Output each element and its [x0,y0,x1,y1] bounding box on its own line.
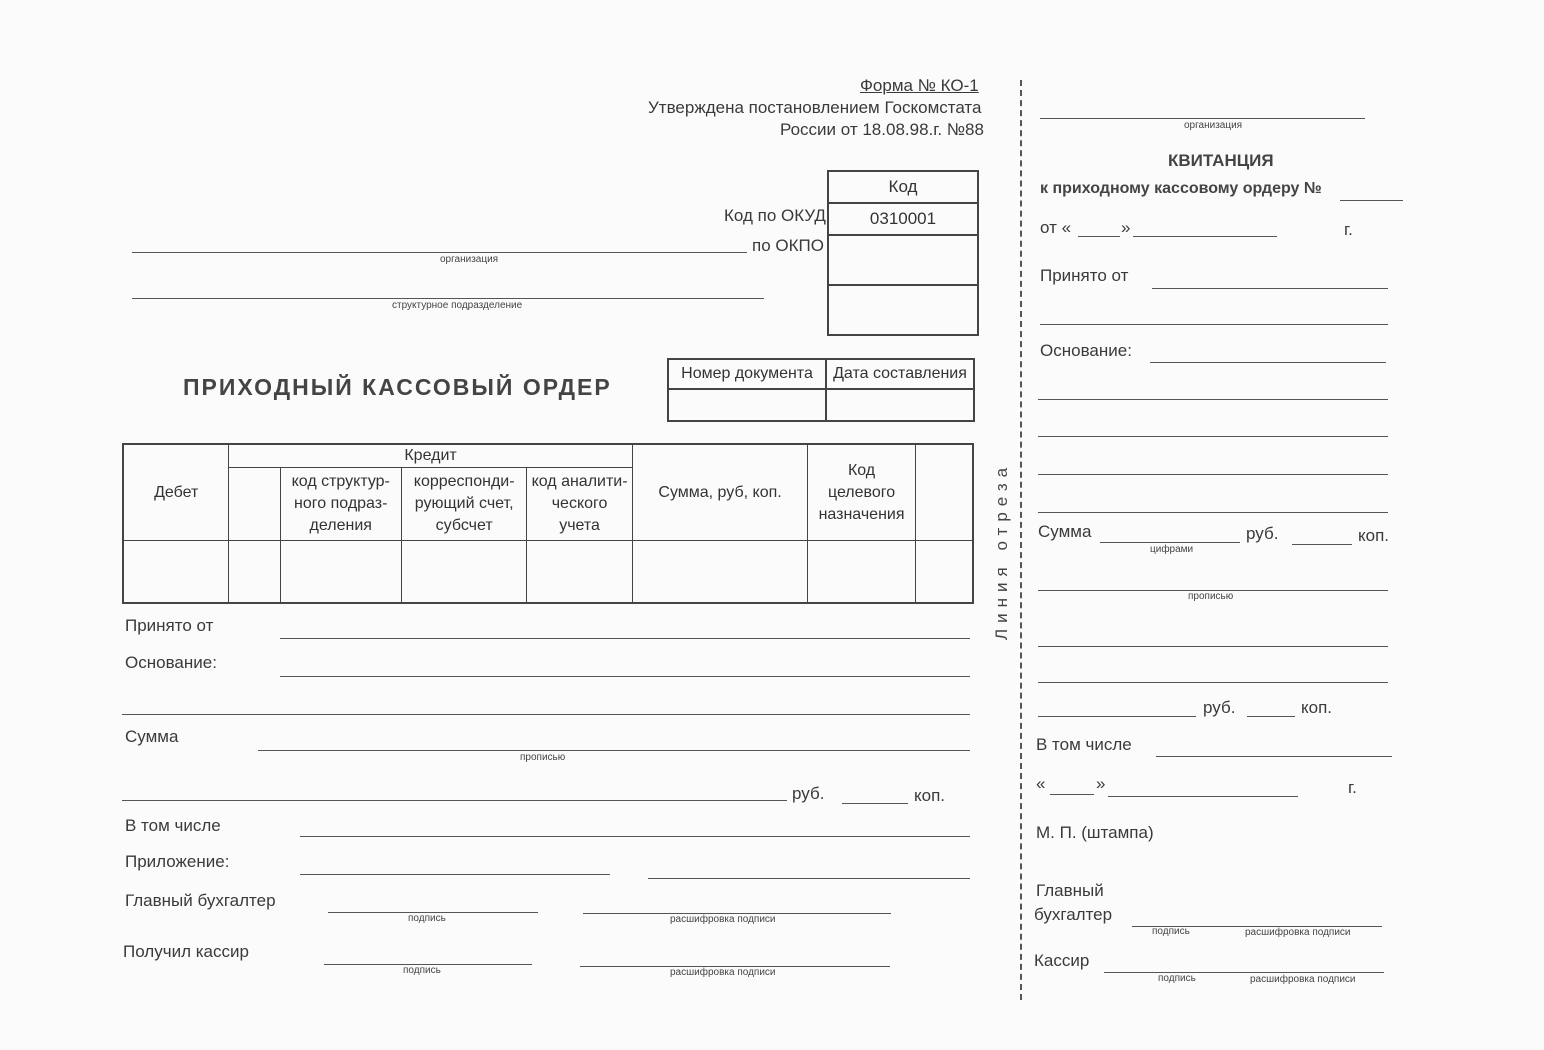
rub-label: руб. [792,784,825,803]
receipt-number-line[interactable] [1340,200,1403,201]
receipt-kop-line[interactable] [1292,544,1352,545]
receipt-received-label: Принято от [1040,266,1129,285]
sum-label: Сумма [125,727,179,746]
receipt-words-line-2[interactable] [1038,646,1388,647]
attachment-label: Приложение: [125,852,230,871]
receipt-year-label-2: г. [1348,778,1357,797]
receipt-basis-line-1[interactable] [1150,362,1386,363]
including-label: В том числе [125,816,221,835]
extra-cell[interactable] [915,541,973,603]
kop-label: коп. [914,786,946,805]
codes-table [827,170,979,336]
sum-header: Сумма, руб, коп. [632,444,808,541]
receipt-including-line[interactable] [1156,756,1392,757]
organization-line[interactable] [132,252,747,253]
cashier-signature-caption: подпись [403,965,441,976]
subdivision-line[interactable] [132,298,764,299]
receipt-cashier-decode-caption: расшифровка подписи [1250,974,1356,985]
doc-date-header: Дата составления [826,359,974,389]
sum-words-caption: прописью [520,752,566,763]
receipt-words-caption: прописью [1188,591,1234,602]
receipt-month-line-2[interactable] [1108,796,1298,797]
chief-signature-caption: подпись [408,913,446,924]
receipt-basis-label: Основание: [1040,341,1132,360]
account-header: корреспонди- рующий счет, субсчет [401,468,526,541]
receipt-date-close: » [1096,774,1106,793]
receipt-cashier-signature-caption: подпись [1158,973,1196,984]
receipt-received-line-2[interactable] [1040,324,1388,325]
purpose-header: Код целевого назначения [808,444,915,541]
receipt-day-line-2[interactable] [1050,794,1094,795]
order-title: ПРИХОДНЫЙ КАССОВЫЙ ОРДЕР [183,374,612,400]
receipt-year-label: г. [1344,220,1353,239]
subdivision-code-header: код структур- ного подраз- деления [280,468,401,541]
receipt-rub-label: руб. [1246,524,1279,543]
receipt-from-label: от « [1040,218,1072,237]
receipt-organization-line[interactable] [1040,118,1365,119]
receipt-subtitle: к приходному кассовому ордеру № [1040,180,1322,197]
doc-number-header: Номер документа [668,359,826,389]
receipt-chief-decode-caption: расшифровка подписи [1245,927,1351,938]
okud-value[interactable]: 0310001 [828,203,978,235]
attachment-line-2[interactable] [648,878,970,879]
code-empty[interactable] [828,285,978,335]
cut-line [1020,80,1022,1000]
receipt-words-line-3[interactable] [1038,682,1388,683]
chief-decode-caption: расшифровка подписи [670,914,776,925]
approval-line-2: России от 18.08.98.г. №88 [780,120,984,139]
doc-date-cell[interactable] [826,389,974,421]
receipt-including-label: В том числе [1036,735,1132,754]
receipt-chief-signature-caption: подпись [1152,926,1190,937]
receipt-month-line[interactable] [1133,236,1277,237]
accounting-table [122,443,974,604]
credit-blank-cell[interactable] [229,541,280,603]
account-cell[interactable] [401,541,526,603]
analytic-header: код аналити- ческого учета [527,468,632,541]
okud-label: Код по ОКУД [724,206,826,225]
including-line[interactable] [300,836,970,837]
okpo-value[interactable] [828,235,978,285]
receipt-cashier-label: Кассир [1034,951,1090,970]
organization-caption: организация [440,254,499,265]
receipt-digits-caption: цифрами [1150,544,1194,555]
subdivision-code-cell[interactable] [280,541,401,603]
receipt-received-line-1[interactable] [1152,288,1388,289]
receipt-rub-line-2[interactable] [1038,716,1196,717]
receipt-kop-label-2: коп. [1301,698,1333,717]
cut-line-label: Линия отреза [992,461,1011,640]
receipt-quote-close: » [1121,218,1131,237]
receipt-chief-label-2: бухгалтер [1034,905,1113,924]
receipt-sum-digits-line[interactable] [1100,542,1240,543]
receipt-kop-line-2[interactable] [1247,716,1295,717]
okpo-label: по ОКПО [752,236,824,255]
receipt-organization-caption: организация [1184,120,1243,131]
analytic-cell[interactable] [527,541,632,603]
received-from-line[interactable] [280,638,970,639]
cashier-decode-caption: расшифровка подписи [670,967,776,978]
chief-accountant-label: Главный бухгалтер [125,891,276,910]
sum-words-line[interactable] [258,750,970,751]
receipt-day-line[interactable] [1078,236,1120,237]
received-from-label: Принято от [125,616,214,635]
sum-cell[interactable] [632,541,808,603]
receipt-basis-line-2[interactable] [1038,399,1388,400]
receipt-kop-label: коп. [1358,526,1390,545]
purpose-cell[interactable] [808,541,915,603]
basis-line-1[interactable] [280,676,970,677]
form-number: Форма № КО-1 [860,76,979,95]
debit-cell[interactable] [123,541,229,603]
cashier-label: Получил кассир [123,942,249,961]
credit-header: Кредит [229,444,632,468]
receipt-chief-label-1: Главный [1036,881,1104,900]
kop-line[interactable] [842,803,908,804]
code-header: Код [828,171,978,203]
receipt-basis-line-4[interactable] [1038,474,1388,475]
sum-line-2[interactable] [122,800,787,801]
receipt-rub-label-2: руб. [1203,698,1236,717]
basis-line-2[interactable] [122,714,970,715]
approval-line-1: Утверждена постановлением Госкомстата [648,98,982,117]
debit-header: Дебет [123,444,229,541]
receipt-basis-line-3[interactable] [1038,436,1388,437]
credit-blank-header [229,468,280,541]
doc-number-table [667,358,975,422]
attachment-line-1[interactable] [300,874,610,875]
receipt-title: КВИТАНЦИЯ [1168,151,1274,170]
basis-label: Основание: [125,653,217,672]
receipt-date-open: « [1036,774,1046,793]
extra-header [915,444,973,541]
subdivision-caption: структурное подразделение [392,300,523,311]
receipt-sum-label: Сумма [1038,522,1092,541]
doc-number-cell[interactable] [668,389,826,421]
receipt-stamp-label: М. П. (штампа) [1036,823,1154,842]
receipt-basis-line-5[interactable] [1038,512,1388,513]
receipt-cashier-line[interactable] [1104,972,1384,973]
